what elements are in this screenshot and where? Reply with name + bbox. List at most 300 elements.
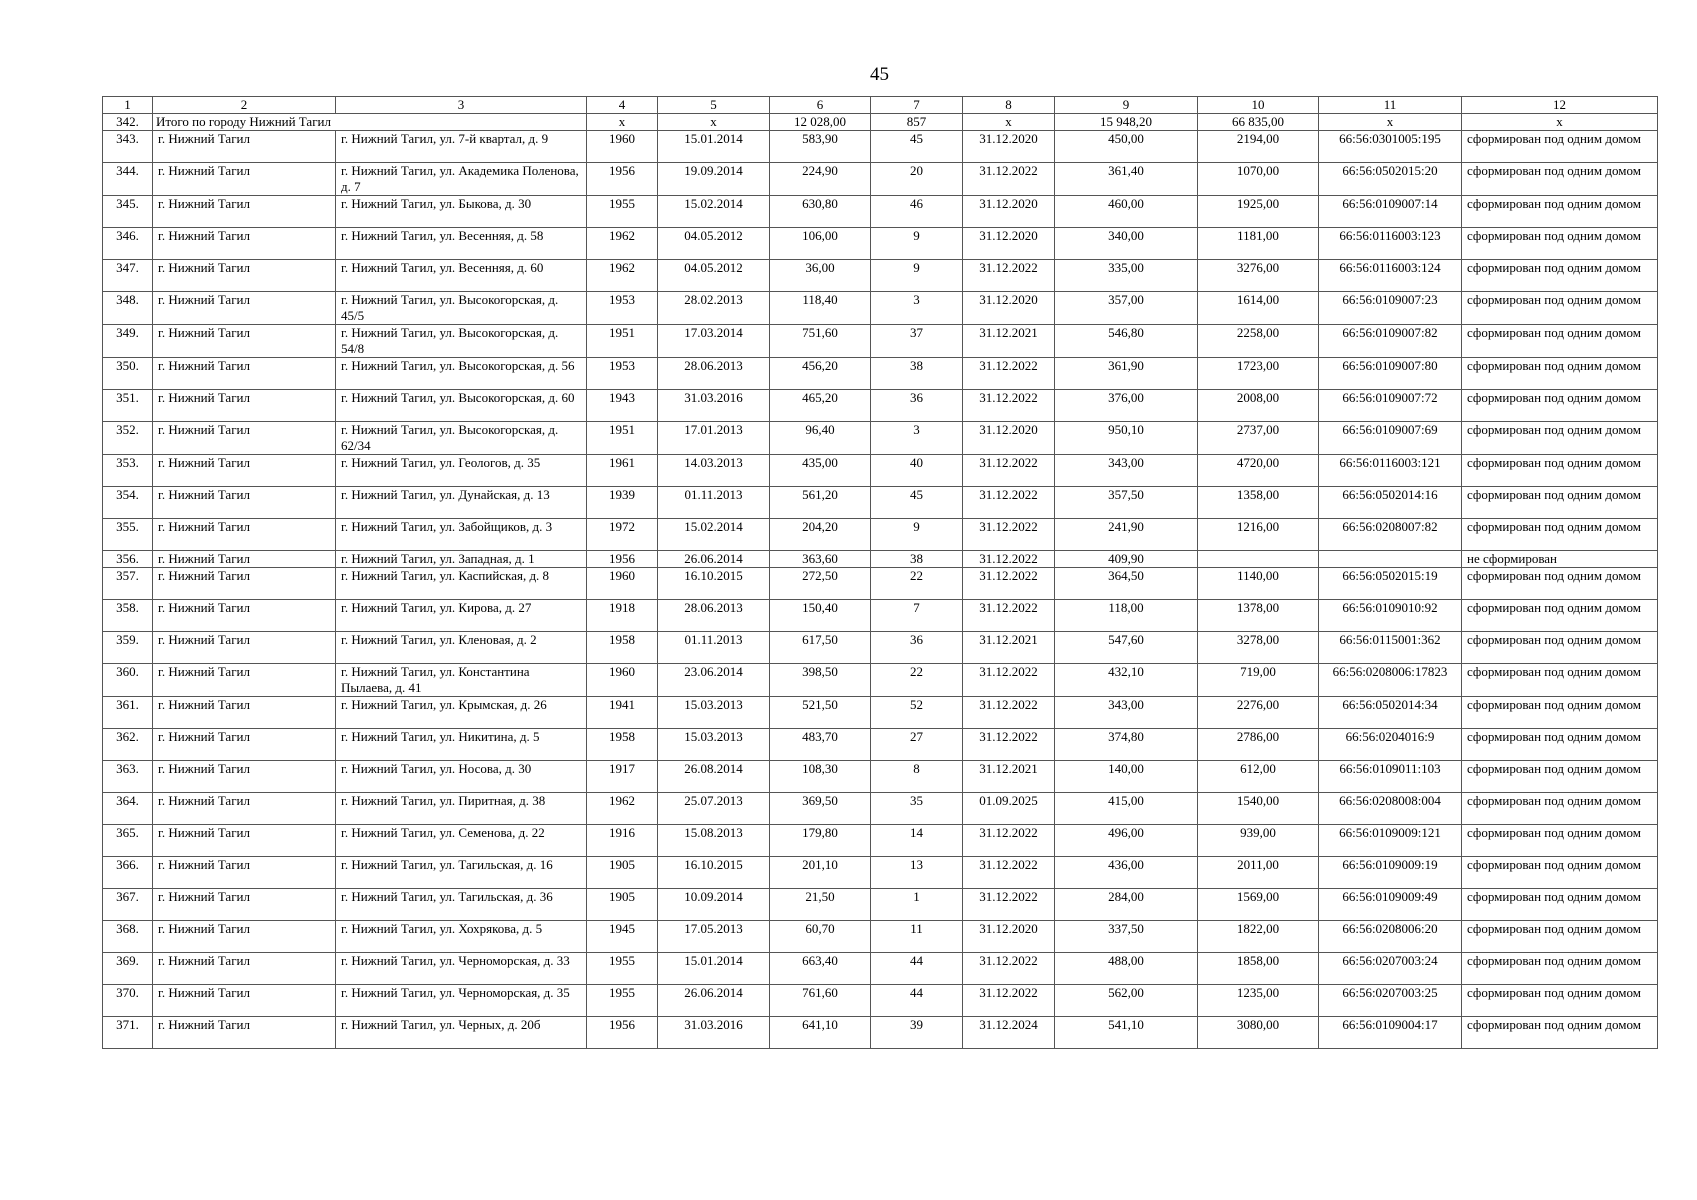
column-number: 7 — [871, 97, 963, 114]
total-area-cell: 361,90 — [1055, 358, 1198, 390]
cadastral-number-cell: 66:56:0109011:103 — [1319, 761, 1462, 793]
table-row — [103, 487, 1658, 519]
land-status-cell: сформирован под одним домом — [1462, 358, 1658, 390]
year-built-cell: 1953 — [587, 358, 658, 390]
total-cell: x — [1462, 114, 1658, 131]
deadline-cell: 31.12.2022 — [963, 889, 1055, 921]
land-status-cell: сформирован под одним домом — [1462, 131, 1658, 163]
column-number: 4 — [587, 97, 658, 114]
table-row — [103, 793, 1658, 825]
residents-cell: 22 — [871, 664, 963, 697]
year-built-cell: 1905 — [587, 857, 658, 889]
total-area-cell: 357,50 — [1055, 487, 1198, 519]
recognition-date-cell: 31.03.2016 — [658, 390, 770, 422]
recognition-date-cell: 26.06.2014 — [658, 551, 770, 568]
column-number: 10 — [1198, 97, 1319, 114]
residents-cell: 36 — [871, 632, 963, 664]
column-number: 2 — [153, 97, 336, 114]
municipality-cell: г. Нижний Тагил — [153, 953, 336, 985]
table-row — [103, 985, 1658, 1017]
area-cell: 483,70 — [770, 729, 871, 761]
deadline-cell: 31.12.2024 — [963, 1017, 1055, 1049]
residents-cell: 7 — [871, 600, 963, 632]
cadastral-number-cell: 66:56:0502014:34 — [1319, 697, 1462, 729]
year-built-cell: 1956 — [587, 551, 658, 568]
total-area-cell: 337,50 — [1055, 921, 1198, 953]
total-area-cell: 496,00 — [1055, 825, 1198, 857]
row-number: 347. — [103, 260, 153, 292]
year-built-cell: 1955 — [587, 196, 658, 228]
row-number: 353. — [103, 455, 153, 487]
municipality-cell: г. Нижний Тагил — [153, 697, 336, 729]
table-row — [103, 196, 1658, 228]
land-area-cell: 1378,00 — [1198, 600, 1319, 632]
area-cell: 201,10 — [770, 857, 871, 889]
table-row — [103, 761, 1658, 793]
row-number: 357. — [103, 568, 153, 600]
table-row — [103, 260, 1658, 292]
row-number: 366. — [103, 857, 153, 889]
address-cell: г. Нижний Тагил, ул. Дунайская, д. 13 — [336, 487, 587, 519]
land-area-cell: 2737,00 — [1198, 422, 1319, 455]
municipality-cell: г. Нижний Тагил — [153, 568, 336, 600]
land-area-cell: 939,00 — [1198, 825, 1319, 857]
land-area-cell: 1723,00 — [1198, 358, 1319, 390]
address-cell: г. Нижний Тагил, ул. Быкова, д. 30 — [336, 196, 587, 228]
residents-cell: 35 — [871, 793, 963, 825]
total-cell: x — [963, 114, 1055, 131]
area-cell: 751,60 — [770, 325, 871, 358]
year-built-cell: 1960 — [587, 131, 658, 163]
year-built-cell: 1916 — [587, 825, 658, 857]
recognition-date-cell: 15.02.2014 — [658, 196, 770, 228]
recognition-date-cell: 19.09.2014 — [658, 163, 770, 196]
deadline-cell: 31.12.2022 — [963, 455, 1055, 487]
recognition-date-cell: 14.03.2013 — [658, 455, 770, 487]
area-cell: 663,40 — [770, 953, 871, 985]
table-row — [103, 632, 1658, 664]
address-cell: г. Нижний Тагил, ул. Западная, д. 1 — [336, 551, 587, 568]
table-row — [103, 953, 1658, 985]
recognition-date-cell: 25.07.2013 — [658, 793, 770, 825]
row-number: 358. — [103, 600, 153, 632]
address-cell: г. Нижний Тагил, ул. Константина Пылаева, д. 41 — [336, 664, 587, 697]
deadline-cell: 31.12.2021 — [963, 325, 1055, 358]
total-cell: x — [658, 114, 770, 131]
municipality-cell: г. Нижний Тагил — [153, 163, 336, 196]
municipality-cell: г. Нижний Тагил — [153, 761, 336, 793]
total-area-cell: 241,90 — [1055, 519, 1198, 551]
recognition-date-cell: 17.01.2013 — [658, 422, 770, 455]
residents-cell: 1 — [871, 889, 963, 921]
total-area-cell: 118,00 — [1055, 600, 1198, 632]
land-status-cell: сформирован под одним домом — [1462, 921, 1658, 953]
residents-cell: 52 — [871, 697, 963, 729]
deadline-cell: 31.12.2022 — [963, 857, 1055, 889]
table-row — [103, 568, 1658, 600]
cadastral-number-cell: 66:56:0109007:14 — [1319, 196, 1462, 228]
year-built-cell: 1945 — [587, 921, 658, 953]
table-row — [103, 889, 1658, 921]
year-built-cell: 1960 — [587, 664, 658, 697]
cadastral-number-cell — [1319, 551, 1462, 568]
cadastral-number-cell: 66:56:0109007:23 — [1319, 292, 1462, 325]
table-row — [103, 729, 1658, 761]
table-row — [103, 825, 1658, 857]
land-area-cell: 1070,00 — [1198, 163, 1319, 196]
land-status-cell: сформирован под одним домом — [1462, 325, 1658, 358]
land-status-cell: сформирован под одним домом — [1462, 455, 1658, 487]
land-status-cell: сформирован под одним домом — [1462, 196, 1658, 228]
land-status-cell: сформирован под одним домом — [1462, 761, 1658, 793]
residents-cell: 27 — [871, 729, 963, 761]
residents-cell: 9 — [871, 260, 963, 292]
cadastral-number-cell: 66:56:0207003:25 — [1319, 985, 1462, 1017]
deadline-cell: 31.12.2022 — [963, 390, 1055, 422]
total-area-cell: 436,00 — [1055, 857, 1198, 889]
column-number: 6 — [770, 97, 871, 114]
area-cell: 108,30 — [770, 761, 871, 793]
municipality-cell: г. Нижний Тагил — [153, 600, 336, 632]
municipality-cell: г. Нижний Тагил — [153, 390, 336, 422]
table-row — [103, 390, 1658, 422]
total-area-cell: 335,00 — [1055, 260, 1198, 292]
deadline-cell: 31.12.2021 — [963, 761, 1055, 793]
deadline-cell: 31.12.2020 — [963, 921, 1055, 953]
address-cell: г. Нижний Тагил, ул. Геологов, д. 35 — [336, 455, 587, 487]
recognition-date-cell: 15.02.2014 — [658, 519, 770, 551]
total-area: 12 028,00 — [770, 114, 871, 131]
recognition-date-cell: 23.06.2014 — [658, 664, 770, 697]
cadastral-number-cell: 66:56:0109009:19 — [1319, 857, 1462, 889]
row-number: 349. — [103, 325, 153, 358]
row-number: 355. — [103, 519, 153, 551]
recognition-date-cell: 16.10.2015 — [658, 568, 770, 600]
land-area-cell: 3080,00 — [1198, 1017, 1319, 1049]
address-cell: г. Нижний Тагил, ул. Носова, д. 30 — [336, 761, 587, 793]
row-number: 369. — [103, 953, 153, 985]
residents-cell: 37 — [871, 325, 963, 358]
row-number: 356. — [103, 551, 153, 568]
deadline-cell: 31.12.2022 — [963, 697, 1055, 729]
total-area-cell: 488,00 — [1055, 953, 1198, 985]
total-people: 857 — [871, 114, 963, 131]
deadline-cell: 31.12.2022 — [963, 260, 1055, 292]
residents-cell: 45 — [871, 487, 963, 519]
residents-cell: 22 — [871, 568, 963, 600]
year-built-cell: 1958 — [587, 632, 658, 664]
area-cell: 398,50 — [770, 664, 871, 697]
row-number: 354. — [103, 487, 153, 519]
row-number: 365. — [103, 825, 153, 857]
residents-cell: 38 — [871, 358, 963, 390]
year-built-cell: 1951 — [587, 325, 658, 358]
land-area-cell: 1858,00 — [1198, 953, 1319, 985]
municipality-cell: г. Нижний Тагил — [153, 551, 336, 568]
municipality-cell: г. Нижний Тагил — [153, 325, 336, 358]
table-row — [103, 228, 1658, 260]
table-row — [103, 664, 1658, 697]
municipality-cell: г. Нижний Тагил — [153, 729, 336, 761]
recognition-date-cell: 17.05.2013 — [658, 921, 770, 953]
area-cell: 456,20 — [770, 358, 871, 390]
year-built-cell: 1939 — [587, 487, 658, 519]
table-row — [103, 1017, 1658, 1049]
address-cell: г. Нижний Тагил, ул. Черноморская, д. 35 — [336, 985, 587, 1017]
row-number: 350. — [103, 358, 153, 390]
area-cell: 561,20 — [770, 487, 871, 519]
row-number: 359. — [103, 632, 153, 664]
column-number: 3 — [336, 97, 587, 114]
total-area-cell: 361,40 — [1055, 163, 1198, 196]
address-cell: г. Нижний Тагил, ул. Черноморская, д. 33 — [336, 953, 587, 985]
deadline-cell: 01.09.2025 — [963, 793, 1055, 825]
land-status-cell: сформирован под одним домом — [1462, 729, 1658, 761]
deadline-cell: 31.12.2022 — [963, 985, 1055, 1017]
recognition-date-cell: 16.10.2015 — [658, 857, 770, 889]
land-area-cell: 1614,00 — [1198, 292, 1319, 325]
land-area-cell — [1198, 551, 1319, 568]
residents-cell: 44 — [871, 953, 963, 985]
row-number: 351. — [103, 390, 153, 422]
deadline-cell: 31.12.2022 — [963, 600, 1055, 632]
total-area-cell: 140,00 — [1055, 761, 1198, 793]
land-status-cell: сформирован под одним домом — [1462, 857, 1658, 889]
land-area-cell: 719,00 — [1198, 664, 1319, 697]
total-area-cell: 343,00 — [1055, 697, 1198, 729]
table-row — [103, 857, 1658, 889]
total-land: 66 835,00 — [1198, 114, 1319, 131]
municipality-cell: г. Нижний Тагил — [153, 519, 336, 551]
land-area-cell: 1140,00 — [1198, 568, 1319, 600]
land-status-cell: сформирован под одним домом — [1462, 953, 1658, 985]
table-row — [103, 131, 1658, 163]
address-cell: г. Нижний Тагил, ул. Высокогорская, д. 54/8 — [336, 325, 587, 358]
area-cell: 630,80 — [770, 196, 871, 228]
cadastral-number-cell: 66:56:0116003:123 — [1319, 228, 1462, 260]
land-area-cell: 3278,00 — [1198, 632, 1319, 664]
column-number: 1 — [103, 97, 153, 114]
municipality-cell: г. Нижний Тагил — [153, 857, 336, 889]
address-cell: г. Нижний Тагил, ул. Семенова, д. 22 — [336, 825, 587, 857]
land-area-cell: 1216,00 — [1198, 519, 1319, 551]
cadastral-number-cell: 66:56:0116003:121 — [1319, 455, 1462, 487]
deadline-cell: 31.12.2022 — [963, 358, 1055, 390]
area-cell: 118,40 — [770, 292, 871, 325]
address-cell: г. Нижний Тагил, ул. Тагильская, д. 16 — [336, 857, 587, 889]
deadline-cell: 31.12.2022 — [963, 953, 1055, 985]
address-cell: г. Нижний Тагил, ул. Академика Поленова, д. 7 — [336, 163, 587, 196]
land-status-cell: сформирован под одним домом — [1462, 825, 1658, 857]
cadastral-number-cell: 66:56:0204016:9 — [1319, 729, 1462, 761]
municipality-cell: г. Нижний Тагил — [153, 487, 336, 519]
land-area-cell: 1925,00 — [1198, 196, 1319, 228]
table-row — [103, 422, 1658, 455]
land-area-cell: 2011,00 — [1198, 857, 1319, 889]
year-built-cell: 1951 — [587, 422, 658, 455]
land-status-cell: сформирован под одним домом — [1462, 390, 1658, 422]
area-cell: 21,50 — [770, 889, 871, 921]
deadline-cell: 31.12.2022 — [963, 487, 1055, 519]
deadline-cell: 31.12.2020 — [963, 131, 1055, 163]
table-row — [103, 292, 1658, 325]
total-area-cell: 450,00 — [1055, 131, 1198, 163]
municipality-cell: г. Нижний Тагил — [153, 664, 336, 697]
year-built-cell: 1962 — [587, 228, 658, 260]
total-area-cell: 950,10 — [1055, 422, 1198, 455]
address-cell: г. Нижний Тагил, ул. Крымская, д. 26 — [336, 697, 587, 729]
total-cell: x — [1319, 114, 1462, 131]
land-status-cell: сформирован под одним домом — [1462, 292, 1658, 325]
area-cell: 641,10 — [770, 1017, 871, 1049]
land-area-cell: 1181,00 — [1198, 228, 1319, 260]
municipality-cell: г. Нижний Тагил — [153, 455, 336, 487]
land-status-cell: сформирован под одним домом — [1462, 228, 1658, 260]
municipality-cell: г. Нижний Тагил — [153, 985, 336, 1017]
land-area-cell: 1569,00 — [1198, 889, 1319, 921]
residents-cell: 8 — [871, 761, 963, 793]
municipality-cell: г. Нижний Тагил — [153, 921, 336, 953]
residents-cell: 14 — [871, 825, 963, 857]
area-cell: 761,60 — [770, 985, 871, 1017]
cadastral-number-cell: 66:56:0502015:20 — [1319, 163, 1462, 196]
cadastral-number-cell: 66:56:0109010:92 — [1319, 600, 1462, 632]
recognition-date-cell: 28.02.2013 — [658, 292, 770, 325]
total-area-cell: 343,00 — [1055, 455, 1198, 487]
cadastral-number-cell: 66:56:0115001:362 — [1319, 632, 1462, 664]
municipality-cell: г. Нижний Тагил — [153, 260, 336, 292]
recognition-date-cell: 04.05.2012 — [658, 260, 770, 292]
municipality-cell: г. Нижний Тагил — [153, 825, 336, 857]
residents-cell: 20 — [871, 163, 963, 196]
year-built-cell: 1905 — [587, 889, 658, 921]
cadastral-number-cell: 66:56:0207003:24 — [1319, 953, 1462, 985]
table-row — [103, 358, 1658, 390]
table-row — [103, 600, 1658, 632]
area-cell: 369,50 — [770, 793, 871, 825]
total-label: Итого по городу Нижний Тагил — [153, 114, 587, 131]
total-cell: x — [587, 114, 658, 131]
year-built-cell: 1955 — [587, 953, 658, 985]
column-number-row — [103, 97, 1658, 114]
area-cell: 36,00 — [770, 260, 871, 292]
land-area-cell: 1358,00 — [1198, 487, 1319, 519]
total-area-cell: 432,10 — [1055, 664, 1198, 697]
row-number: 344. — [103, 163, 153, 196]
cadastral-number-cell: 66:56:0208006:20 — [1319, 921, 1462, 953]
year-built-cell: 1961 — [587, 455, 658, 487]
deadline-cell: 31.12.2022 — [963, 825, 1055, 857]
column-number: 8 — [963, 97, 1055, 114]
residents-cell: 39 — [871, 1017, 963, 1049]
city-total-row — [103, 114, 1658, 131]
land-area-cell: 2008,00 — [1198, 390, 1319, 422]
address-cell: г. Нижний Тагил, ул. Хохрякова, д. 5 — [336, 921, 587, 953]
cadastral-number-cell: 66:56:0109007:69 — [1319, 422, 1462, 455]
table-row — [103, 455, 1658, 487]
area-cell: 272,50 — [770, 568, 871, 600]
land-area-cell: 2258,00 — [1198, 325, 1319, 358]
deadline-cell: 31.12.2022 — [963, 551, 1055, 568]
recognition-date-cell: 28.06.2013 — [658, 358, 770, 390]
column-number: 9 — [1055, 97, 1198, 114]
area-cell: 224,90 — [770, 163, 871, 196]
deadline-cell: 31.12.2022 — [963, 729, 1055, 761]
deadline-cell: 31.12.2020 — [963, 196, 1055, 228]
area-cell: 106,00 — [770, 228, 871, 260]
deadline-cell: 31.12.2020 — [963, 228, 1055, 260]
land-status-cell: сформирован под одним домом — [1462, 260, 1658, 292]
row-number: 370. — [103, 985, 153, 1017]
area-cell: 204,20 — [770, 519, 871, 551]
area-cell: 521,50 — [770, 697, 871, 729]
row-number: 367. — [103, 889, 153, 921]
recognition-date-cell: 26.08.2014 — [658, 761, 770, 793]
residents-cell: 3 — [871, 292, 963, 325]
table-row — [103, 519, 1658, 551]
year-built-cell: 1953 — [587, 292, 658, 325]
address-cell: г. Нижний Тагил, ул. Весенняя, д. 60 — [336, 260, 587, 292]
residents-cell: 44 — [871, 985, 963, 1017]
year-built-cell: 1962 — [587, 260, 658, 292]
land-status-cell: сформирован под одним домом — [1462, 600, 1658, 632]
address-cell: г. Нижний Тагил, ул. Тагильская, д. 36 — [336, 889, 587, 921]
land-status-cell: сформирован под одним домом — [1462, 568, 1658, 600]
recognition-date-cell: 15.03.2013 — [658, 729, 770, 761]
total-area-cell: 409,90 — [1055, 551, 1198, 568]
total-area-cell: 374,80 — [1055, 729, 1198, 761]
row-number: 361. — [103, 697, 153, 729]
recognition-date-cell: 15.01.2014 — [658, 131, 770, 163]
land-status-cell: сформирован под одним домом — [1462, 519, 1658, 551]
year-built-cell: 1958 — [587, 729, 658, 761]
land-area-cell: 1822,00 — [1198, 921, 1319, 953]
cadastral-number-cell: 66:56:0208008:004 — [1319, 793, 1462, 825]
residents-cell: 38 — [871, 551, 963, 568]
residents-cell: 9 — [871, 519, 963, 551]
row-number: 352. — [103, 422, 153, 455]
table-row — [103, 163, 1658, 196]
row-number: 360. — [103, 664, 153, 697]
area-cell: 617,50 — [770, 632, 871, 664]
table-row — [103, 325, 1658, 358]
area-cell: 583,90 — [770, 131, 871, 163]
total-area-cell: 340,00 — [1055, 228, 1198, 260]
total-area-cell: 364,50 — [1055, 568, 1198, 600]
residents-cell: 45 — [871, 131, 963, 163]
total-area-cell: 460,00 — [1055, 196, 1198, 228]
address-cell: г. Нижний Тагил, ул. Забойщиков, д. 3 — [336, 519, 587, 551]
deadline-cell: 31.12.2022 — [963, 519, 1055, 551]
cadastral-number-cell: 66:56:0208007:82 — [1319, 519, 1462, 551]
address-cell: г. Нижний Тагил, ул. Высокогорская, д. 45/5 — [336, 292, 587, 325]
cadastral-number-cell: 66:56:0208006:17823 — [1319, 664, 1462, 697]
land-status-cell: сформирован под одним домом — [1462, 889, 1658, 921]
municipality-cell: г. Нижний Тагил — [153, 1017, 336, 1049]
year-built-cell: 1955 — [587, 985, 658, 1017]
total-area-cell: 546,80 — [1055, 325, 1198, 358]
land-area-cell: 1235,00 — [1198, 985, 1319, 1017]
column-number: 12 — [1462, 97, 1658, 114]
area-cell: 435,00 — [770, 455, 871, 487]
municipality-cell: г. Нижний Тагил — [153, 793, 336, 825]
table-row — [103, 921, 1658, 953]
land-status-cell: сформирован под одним домом — [1462, 664, 1658, 697]
total-area-cell: 547,60 — [1055, 632, 1198, 664]
recognition-date-cell: 26.06.2014 — [658, 985, 770, 1017]
residents-cell: 3 — [871, 422, 963, 455]
cadastral-number-cell: 66:56:0502014:16 — [1319, 487, 1462, 519]
